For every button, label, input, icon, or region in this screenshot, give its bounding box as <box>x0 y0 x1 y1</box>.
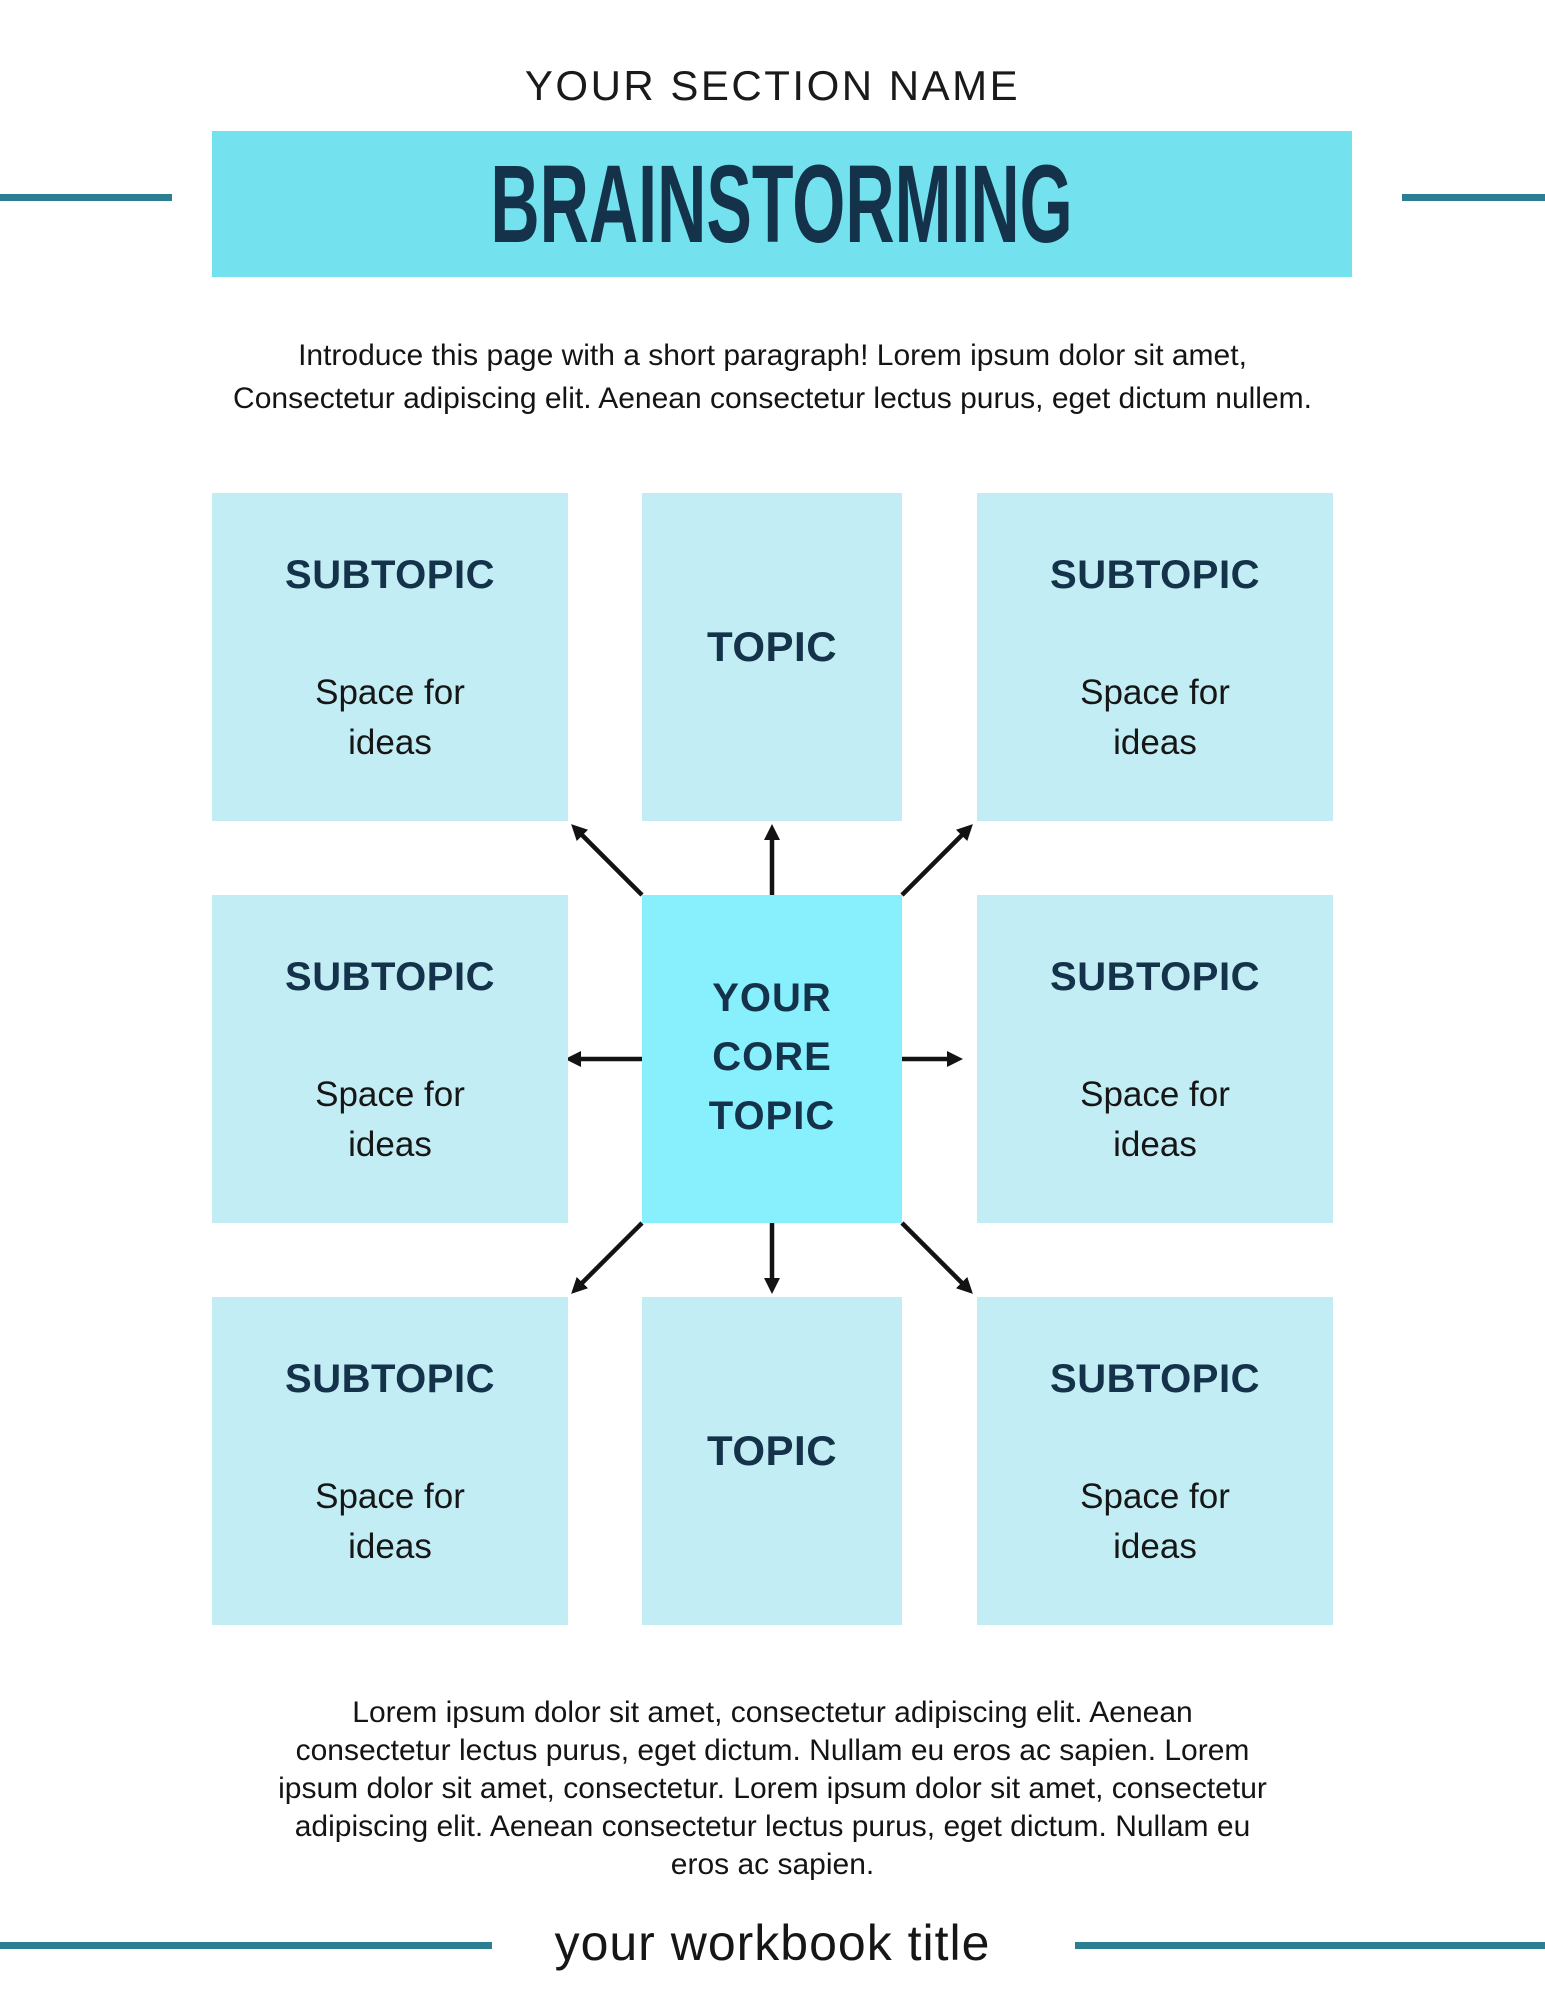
subtopic-body: Space for ideas <box>315 673 465 762</box>
section-name-heading: YOUR SECTION NAME <box>524 62 1021 109</box>
topic-title: TOPIC <box>706 1427 838 1474</box>
subtopic-body: Space for ideas <box>1080 1477 1230 1566</box>
header-divider-line-right <box>1402 194 1545 201</box>
intro-line: Consectetur adipiscing elit. Aenean consectetur lectus purus, eget dictum nullem. <box>233 382 1312 415</box>
subtopic-body: Space for ideas <box>315 1477 465 1566</box>
subtopic-box-top-left <box>212 493 568 821</box>
intro-paragraph <box>0 334 1545 420</box>
core-topic-box <box>642 895 902 1223</box>
arrow-down-left-icon <box>581 1223 642 1284</box>
subtopic-title: SUBTOPIC <box>1050 955 1260 999</box>
subtopic-title: SUBTOPIC <box>285 955 495 999</box>
closing-paragraph <box>0 1694 1545 1884</box>
subtopic-title: SUBTOPIC <box>285 1357 495 1401</box>
subtopic-body: Space for ideas <box>315 1075 465 1164</box>
closing-line: eros ac sapien. <box>670 1848 875 1881</box>
page-title: BRAINSTORMING <box>490 142 1074 266</box>
workbook-title: your workbook title <box>554 1915 991 1971</box>
subtopic-box-middle-left <box>212 895 568 1223</box>
title-banner <box>212 131 1352 277</box>
arrow-up-left-icon <box>581 834 642 895</box>
topic-title: TOPIC <box>706 623 838 670</box>
arrow-up-right-icon <box>902 834 963 895</box>
closing-line: consectetur lectus purus, eget dictum. Nullam eu eros ac sapien. Lorem <box>295 1734 1250 1767</box>
subtopic-title: SUBTOPIC <box>285 553 495 597</box>
topic-box-bottom <box>642 1297 902 1625</box>
subtopic-title: SUBTOPIC <box>1050 553 1260 597</box>
closing-line: adipiscing elit. Aenean consectetur lectus purus, eget dictum. Nullam eu <box>294 1810 1251 1843</box>
topic-box-top <box>642 493 902 821</box>
subtopic-box-middle-right <box>977 895 1333 1223</box>
subtopic-box-top-right <box>977 493 1333 821</box>
arrow-down-right-icon <box>902 1223 963 1284</box>
subtopic-body: Space for ideas <box>1080 1075 1230 1164</box>
subtopic-box-bottom-right <box>977 1297 1333 1625</box>
subtopic-body: Space for ideas <box>1080 673 1230 762</box>
subtopic-box-bottom-left <box>212 1297 568 1625</box>
header-divider-line-left <box>0 194 172 201</box>
closing-line: ipsum dolor sit amet, consectetur. Lorem ipsum dolor sit amet, consectetur <box>278 1772 1267 1805</box>
brainstorm-diagram <box>212 493 1333 1625</box>
core-topic-label: YOUR CORE TOPIC <box>708 976 836 1138</box>
subtopic-title: SUBTOPIC <box>1050 1357 1260 1401</box>
intro-line: Introduce this page with a short paragraph! Lorem ipsum dolor sit amet, <box>298 339 1247 372</box>
closing-line: Lorem ipsum dolor sit amet, consectetur adipiscing elit. Aenean <box>352 1696 1193 1729</box>
